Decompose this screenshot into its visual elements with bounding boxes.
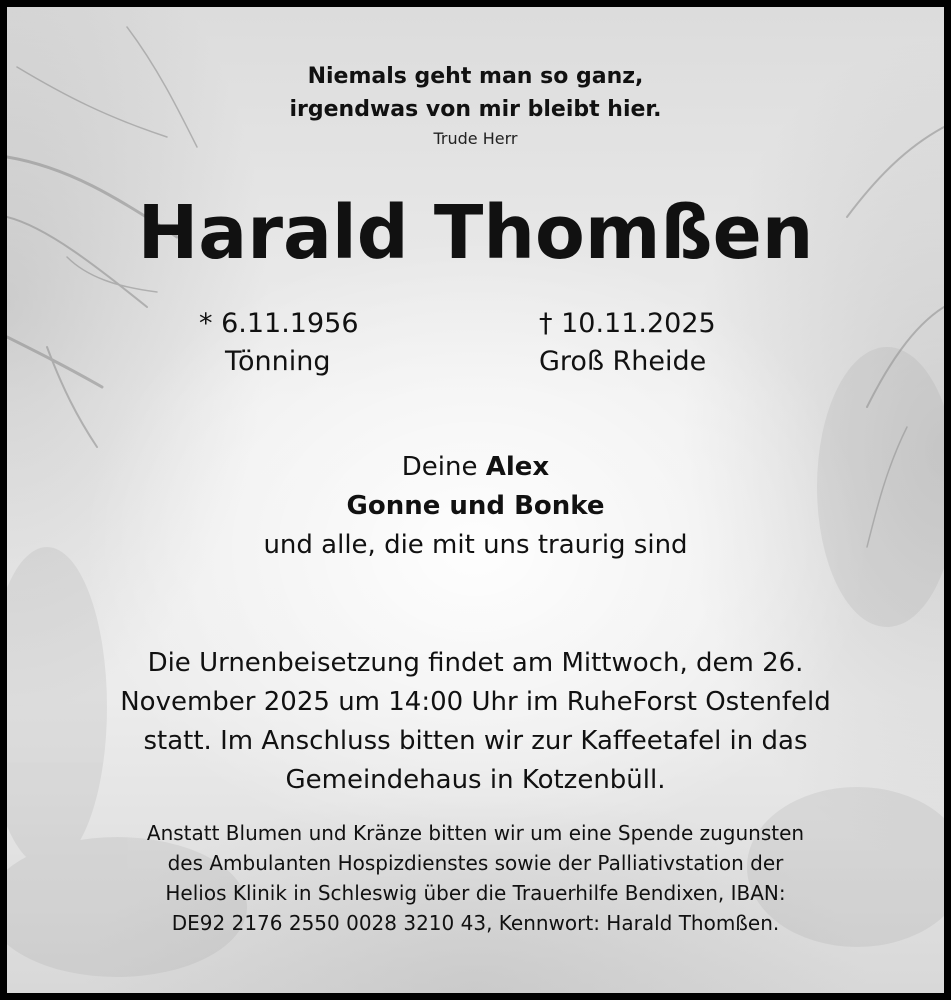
donation-line-3: Helios Klinik in Schleswig über die Trauerhilfe Bendixen, IBAN:	[165, 881, 786, 905]
mourners-line-2: Gonne und Bonke	[346, 491, 605, 521]
service-line-4: Gemeindehaus in Kotzenbüll.	[285, 765, 666, 795]
service-announcement	[7, 644, 944, 800]
donation-line-4: DE92 2176 2550 0028 3210 43, Kennwort: Harald Thomßen.	[171, 911, 780, 935]
death-date: † 10.11.2025	[539, 308, 716, 339]
donation-line-2: des Ambulanten Hospizdienstes sowie der Palliativstation der	[167, 851, 784, 875]
quote-line-2: irgendwas von mir bleibt hier.	[289, 97, 662, 122]
mourners-line-3: und alle, die mit uns traurig sind	[263, 530, 688, 560]
mourners	[7, 448, 944, 565]
death-place: Groß Rheide	[539, 346, 707, 377]
mourners-prefix: Deine	[401, 452, 486, 482]
death-info	[539, 305, 716, 381]
service-line-2: November 2025 um 14:00 Uhr im RuheForst Ostenfeld	[120, 687, 831, 717]
birth-info	[199, 305, 359, 381]
service-line-3: statt. Im Anschluss bitten wir zur Kaffeetafel in das	[143, 726, 808, 756]
mourners-line-1	[7, 448, 944, 487]
quote	[7, 60, 944, 126]
donation-line-1: Anstatt Blumen und Kränze bitten wir um eine Spende zugunsten	[146, 821, 805, 845]
quote-author: Trude Herr	[433, 129, 518, 148]
quote-line-1: Niemals geht man so ganz,	[307, 64, 644, 89]
birth-place: Tönning	[225, 346, 331, 377]
donation-notice	[7, 818, 944, 938]
mourner-name-alex: Alex	[485, 452, 550, 482]
deceased-name: Harald Thomßen	[137, 190, 814, 276]
service-line-1: Die Urnenbeisetzung findet am Mittwoch, dem 26.	[147, 648, 804, 678]
birth-date: * 6.11.1956	[199, 308, 359, 339]
